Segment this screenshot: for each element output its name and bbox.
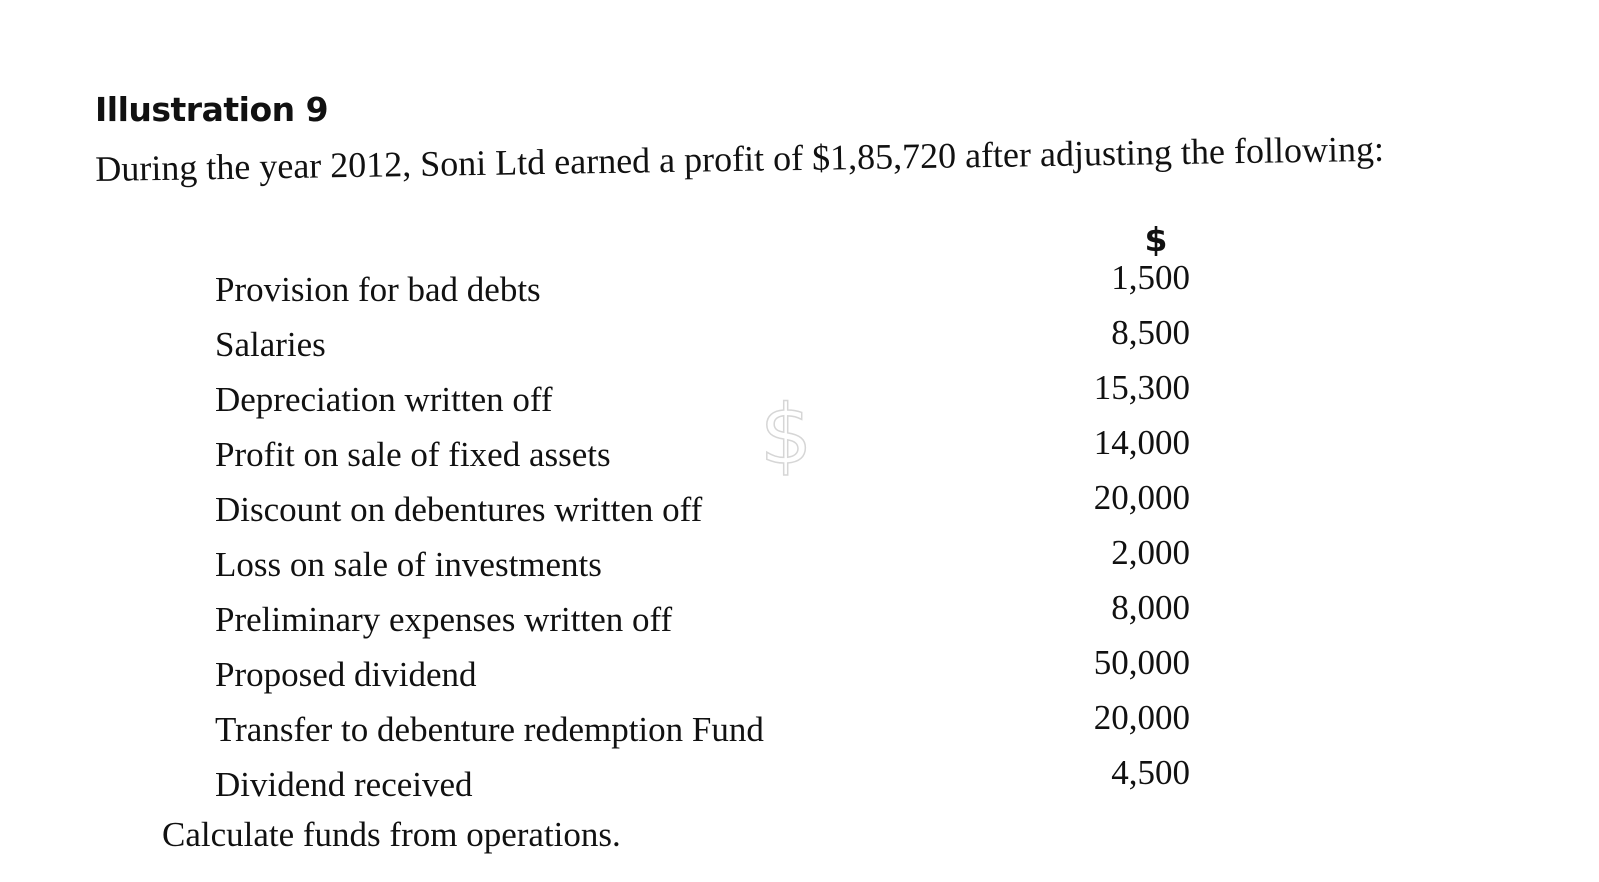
adjustment-amount: 15,300 (1093, 368, 1190, 407)
adjustment-row (215, 478, 1190, 530)
adjustment-label: Proposed dividend (215, 655, 477, 694)
adjustment-row (215, 753, 1190, 805)
adjustment-amount: 50,000 (1093, 643, 1190, 682)
adjustment-label: Depreciation written off (215, 380, 553, 419)
adjustment-amount: 4,500 (1111, 753, 1190, 792)
adjustment-amount: 1,500 (1111, 258, 1190, 297)
adjustment-row (215, 258, 1190, 310)
adjustment-amount: 20,000 (1093, 698, 1190, 737)
adjustment-label: Dividend received (215, 765, 473, 804)
adjustment-label: Provision for bad debts (215, 270, 541, 309)
adjustment-row (215, 698, 1190, 750)
adjustment-row (215, 423, 1190, 475)
adjustment-amount: 14,000 (1093, 423, 1190, 462)
adjustment-row (215, 368, 1190, 420)
adjustment-row (215, 533, 1190, 585)
adjustment-amount: 20,000 (1093, 478, 1190, 517)
adjustment-row (215, 313, 1190, 365)
adjustment-label: Salaries (215, 325, 326, 364)
adjustment-label: Loss on sale of investments (215, 545, 602, 584)
adjustment-row (215, 643, 1190, 695)
adjustment-amount: 2,000 (1111, 533, 1190, 572)
adjustment-label: Discount on debentures written off (215, 490, 703, 529)
adjustment-label: Preliminary expenses written off (215, 600, 673, 639)
currency-column-header: $ (1144, 220, 1168, 259)
adjustment-amount: 8,500 (1111, 313, 1190, 352)
problem-statement: During the year 2012, Soni Ltd earned a profit of $1,85,720 after adjusting the following: (95, 128, 1385, 189)
adjustment-amount: 8,000 (1111, 588, 1190, 627)
adjustment-label: Transfer to debenture redemption Fund (215, 710, 764, 749)
question-prompt: Calculate funds from operations. (162, 815, 621, 854)
illustration-heading: Illustration 9 (95, 90, 329, 129)
adjustment-row (215, 588, 1190, 640)
dollar-watermark-icon: $ (760, 388, 813, 483)
adjustment-label: Profit on sale of fixed assets (215, 435, 611, 474)
